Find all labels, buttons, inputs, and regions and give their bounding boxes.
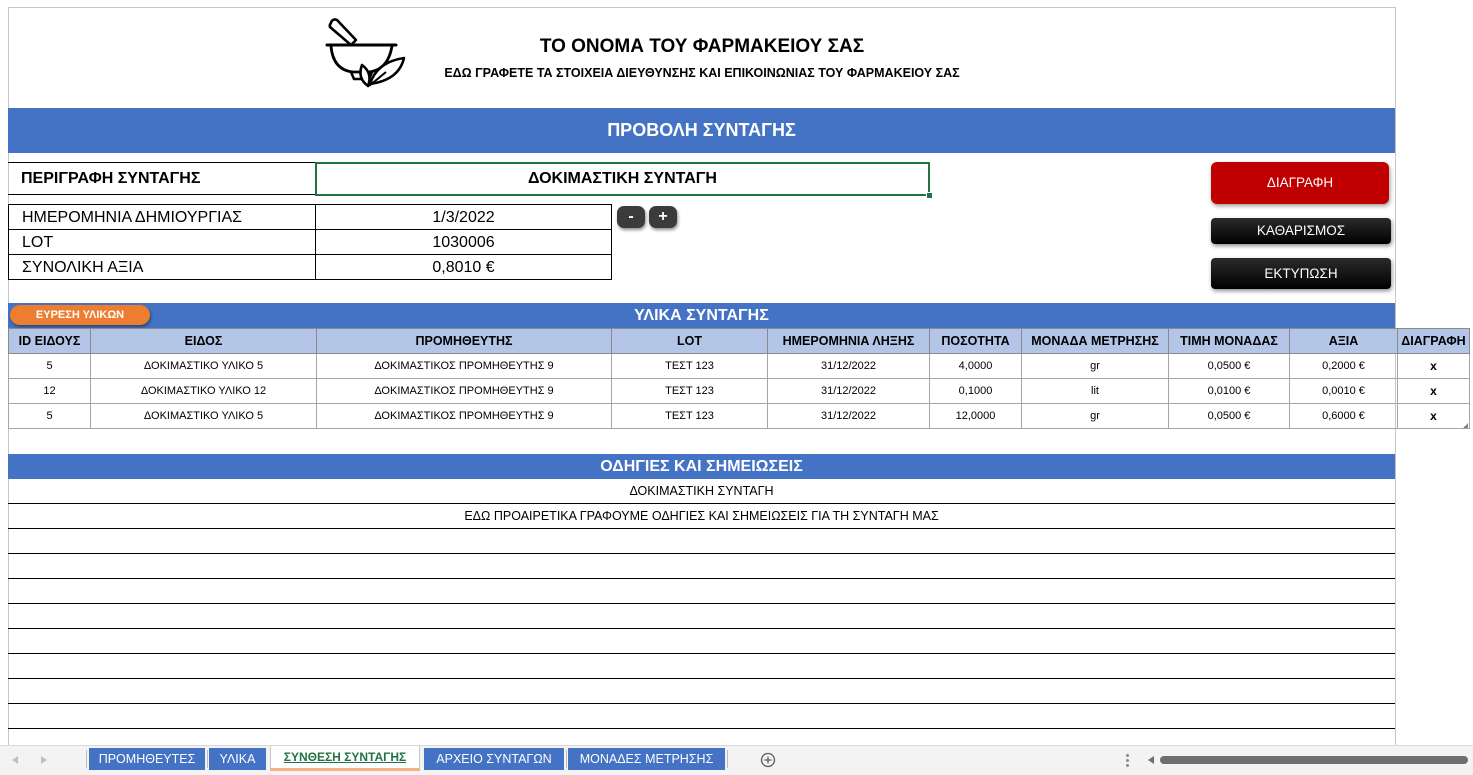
item-name-cell[interactable]: ΔΟΚΙΜΑΣΤΙΚΟ ΥΛΙΚΟ 5: [91, 404, 317, 429]
description-cell[interactable]: ΔΟΚΙΜΑΣΤΙΚΗ ΣΥΝΤΑΓΗ: [315, 162, 930, 196]
increment-date-button[interactable]: +: [649, 206, 677, 228]
supplier-cell[interactable]: ΔΟΚΙΜΑΣΤΙΚΟΣ ΠΡΟΜΗΘΕΥΤΗΣ 9: [317, 404, 612, 429]
item-id-cell[interactable]: 5: [9, 354, 91, 379]
column-header-unit: ΜΟΝΑΔΑ ΜΕΤΡΗΣΗΣ: [1022, 329, 1169, 354]
field-label: ΣΥΝΟΛΙΚΗ ΑΞΙΑ: [9, 255, 316, 280]
expiry-date-cell[interactable]: 31/12/2022: [768, 404, 930, 429]
value-cell[interactable]: 0,2000 €: [1290, 354, 1398, 379]
print-button[interactable]: ΕΚΤΥΠΩΣΗ: [1211, 258, 1391, 289]
tab-separator: [727, 750, 728, 768]
selection-fill-handle[interactable]: [926, 192, 933, 199]
sheet-tab-prescription-archive[interactable]: ΑΡΧΕΙΟ ΣΥΝΤΑΓΩΝ: [424, 748, 564, 770]
quantity-cell[interactable]: 4,0000: [930, 354, 1022, 379]
supplier-cell[interactable]: ΔΟΚΙΜΑΣΤΙΚΟΣ ΠΡΟΜΗΘΕΥΤΗΣ 9: [317, 354, 612, 379]
sheet-tab-prescription-composition[interactable]: ΣΥΝΘΕΣΗ ΣΥΝΤΑΓΗΣ: [270, 746, 420, 771]
delete-row-mark[interactable]: x: [1398, 404, 1470, 429]
supplier-cell[interactable]: ΔΟΚΙΜΑΣΤΙΚΟΣ ΠΡΟΜΗΘΕΥΤΗΣ 9: [317, 379, 612, 404]
tab-separator: [566, 750, 567, 768]
field-row-creation-date: [9, 205, 612, 230]
pharmacy-name-title: ΤΟ ΟΝΟΜΑ ΤΟΥ ΦΑΡΜΑΚΕΙΟΥ ΣΑΣ: [539, 36, 865, 57]
value-cell[interactable]: 0,6000 €: [1290, 404, 1398, 429]
quantity-cell[interactable]: 12,0000: [930, 404, 1022, 429]
field-row-lot: [9, 230, 612, 255]
item-name-cell[interactable]: ΔΟΚΙΜΑΣΤΙΚΟ ΥΛΙΚΟ 5: [91, 354, 317, 379]
sheet-tab-suppliers[interactable]: ΠΡΟΜΗΘΕΥΤΕΣ: [89, 748, 205, 770]
table-row: [9, 354, 1470, 379]
table-row: [9, 404, 1470, 429]
notes-line[interactable]: [8, 654, 1395, 679]
unit-cell[interactable]: gr: [1022, 354, 1169, 379]
expiry-date-cell[interactable]: 31/12/2022: [768, 354, 930, 379]
unit-price-cell[interactable]: 0,0500 €: [1169, 404, 1290, 429]
more-options-icon[interactable]: [1126, 754, 1130, 768]
column-header-unit-price: ΤΙΜΗ ΜΟΝΑΔΑΣ: [1169, 329, 1290, 354]
tab-separator: [86, 750, 87, 768]
expiry-date-cell[interactable]: 31/12/2022: [768, 379, 930, 404]
column-header-delete: ΔΙΑΓΡΑΦΗ: [1398, 329, 1470, 354]
notes-list: [8, 479, 1395, 729]
notes-line[interactable]: ΔΟΚΙΜΑΣΤΙΚΗ ΣΥΝΤΑΓΗ: [8, 479, 1395, 504]
lot-cell[interactable]: ΤΕΣΤ 123: [612, 404, 768, 429]
field-label: ΗΜΕΡΟΜΗΝΙΑ ΔΗΜΙΟΥΡΓΙΑΣ: [9, 205, 316, 230]
lot-cell[interactable]: 1030006: [316, 230, 612, 255]
view-title-banner: ΠΡΟΒΟΛΗ ΣΥΝΤΑΓΗΣ: [8, 108, 1395, 153]
column-header-supplier: ΠΡΟΜΗΘΕΥΤΗΣ: [317, 329, 612, 354]
notes-line[interactable]: [8, 529, 1395, 554]
column-header-expiry: ΗΜΕΡΟΜΗΝΙΑ ΛΗΞΗΣ: [768, 329, 930, 354]
unit-cell[interactable]: lit: [1022, 379, 1169, 404]
prescription-fields-table: [8, 204, 612, 280]
item-id-cell[interactable]: 12: [9, 379, 91, 404]
materials-banner: ΥΛΙΚΑ ΣΥΝΤΑΓΗΣ: [8, 303, 1395, 328]
triangle-left-icon[interactable]: [12, 756, 18, 764]
pharmacy-details-subtitle: ΕΔΩ ΓΡΑΦΕΤΕ ΤΑ ΣΤΟΙΧΕΙΑ ΔΙΕΥΘΥΝΣΗΣ ΚΑΙ ΕΠΙΚΟΙΝΩΝΙΑΣ ΤΟΥ ΦΑΡΜΑΚΕΙΟΥ ΣΑΣ: [444, 66, 960, 80]
unit-price-cell[interactable]: 0,0500 €: [1169, 354, 1290, 379]
notes-line[interactable]: [8, 629, 1395, 654]
lot-cell[interactable]: ΤΕΣΤ 123: [612, 354, 768, 379]
notes-line[interactable]: [8, 554, 1395, 579]
notes-banner: ΟΔΗΓΙΕΣ ΚΑΙ ΣΗΜΕΙΩΣΕΙΣ: [8, 454, 1395, 479]
column-header-quantity: ΠΟΣΟΤΗΤΑ: [930, 329, 1022, 354]
table-resize-handle[interactable]: [1463, 423, 1468, 428]
plus-circle-icon[interactable]: [760, 752, 776, 768]
dot: [1126, 764, 1129, 767]
column-header-value: ΑΞΙΑ: [1290, 329, 1398, 354]
notes-line[interactable]: [8, 579, 1395, 604]
find-materials-button[interactable]: ΕΥΡΕΣΗ ΥΛΙΚΩΝ: [10, 305, 150, 325]
column-header-item: ΕΙΔΟΣ: [91, 329, 317, 354]
triangle-left-icon[interactable]: [1148, 756, 1154, 764]
sheet-tab-measurement-units[interactable]: ΜΟΝΑΔΕΣ ΜΕΤΡΗΣΗΣ: [568, 748, 725, 770]
creation-date-cell[interactable]: 1/3/2022: [316, 205, 612, 230]
column-header-id: ID ΕΙΔΟΥΣ: [9, 329, 91, 354]
item-name-cell[interactable]: ΔΟΚΙΜΑΣΤΙΚΟ ΥΛΙΚΟ 12: [91, 379, 317, 404]
field-row-total-value: [9, 255, 612, 280]
table-row: [9, 379, 1470, 404]
materials-header-row: [9, 329, 1470, 354]
notes-line[interactable]: [8, 604, 1395, 629]
delete-row-mark[interactable]: x: [1398, 379, 1470, 404]
quantity-cell[interactable]: 0,1000: [930, 379, 1022, 404]
unit-cell[interactable]: gr: [1022, 404, 1169, 429]
scrollbar-thumb[interactable]: [1160, 756, 1468, 764]
decrement-date-button[interactable]: -: [617, 206, 645, 228]
tab-separator: [207, 750, 208, 768]
notes-line[interactable]: [8, 704, 1395, 729]
field-label: LOT: [9, 230, 316, 255]
notes-line[interactable]: [8, 679, 1395, 704]
clear-button[interactable]: ΚΑΘΑΡΙΣΜΟΣ: [1211, 218, 1391, 244]
notes-line[interactable]: ΕΔΩ ΠΡΟΑΙΡΕΤΙΚΑ ΓΡΑΦΟΥΜΕ ΟΔΗΓΙΕΣ ΚΑΙ ΣΗΜΕΙΩΣΕΙΣ ΓΙΑ ΤΗ ΣΥΝΤΑΓΗ ΜΑΣ: [8, 504, 1395, 529]
triangle-right-icon[interactable]: [41, 756, 47, 764]
item-id-cell[interactable]: 5: [9, 404, 91, 429]
dot: [1126, 754, 1129, 757]
delete-row-mark[interactable]: x: [1398, 354, 1470, 379]
value-cell[interactable]: 0,0010 €: [1290, 379, 1398, 404]
delete-prescription-button[interactable]: ΔΙΑΓΡΑΦΗ: [1211, 162, 1389, 204]
unit-price-cell[interactable]: 0,0100 €: [1169, 379, 1290, 404]
materials-table: [8, 328, 1470, 429]
lot-cell[interactable]: ΤΕΣΤ 123: [612, 379, 768, 404]
column-header-lot: LOT: [612, 329, 768, 354]
sheet-tab-materials[interactable]: ΥΛΙΚΑ: [209, 748, 266, 770]
dot: [1126, 759, 1129, 762]
total-value-cell[interactable]: 0,8010 €: [316, 255, 612, 280]
description-label: ΠΕΡΙΓΡΑΦΗ ΣΥΝΤΑΓΗΣ: [8, 162, 315, 195]
